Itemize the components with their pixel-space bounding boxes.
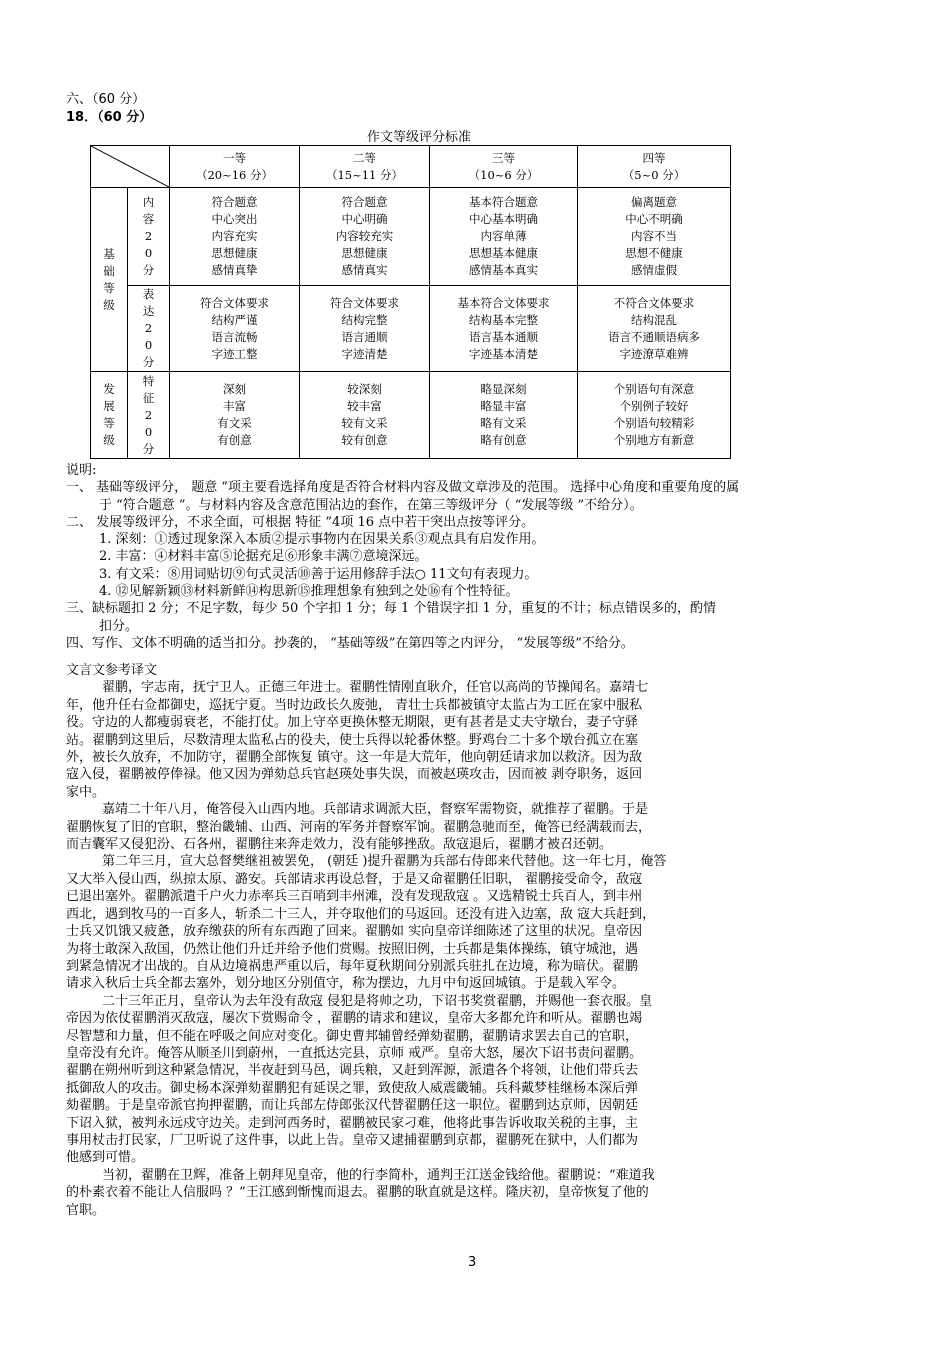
group-basic [91, 188, 128, 372]
criteria-cell: 较深刻 较丰富 较有文采 较有创意 [300, 372, 430, 459]
note-line: 4. ⑫见解新颖⑬材料新鲜⑭构思新⑮推理想象有独到之处⑯有个性特征。 [99, 584, 519, 600]
notes-title: 说明: [66, 463, 97, 478]
translation-line: 已退出塞外。翟鹏派遣千户火力赤率兵三百哨到丰州滩，没有发现敌寇 。又选精锐士兵百人，到丰州 [66, 889, 643, 905]
translation-line: 而吉囊军又侵犯汾、石各州，翟鹏往来奔走效力，没有能够挫敌。敌寇退后，翟鹏才被召还朝。 [66, 837, 613, 853]
grade-name: 一等 [223, 150, 246, 165]
grade-header [170, 146, 300, 188]
note-line: 2. 丰富：④材料丰富⑤论据充足⑥形象丰满⑦意境深远。 [99, 549, 428, 565]
note-line: 扣分。 [99, 618, 139, 634]
translation-line: 又大举入侵山西，纵掠太原、潞安。兵部请求再设总督，于是又命翟鹏任旧职， 翟鹏接受命令，敌寇 [66, 871, 643, 887]
translation-line: 官职。 [66, 1202, 106, 1218]
criteria-cell: 略显深刻 略显丰富 略有文采 略有创意 [430, 372, 578, 459]
criteria-cell: 基本符合文体要求 结构基本完整 语言基本通顺 字迹基本清楚 [430, 286, 578, 372]
criteria-cell: 个别语句有深意 个别例子较好 个别语句较精彩 个别地方有新意 [578, 372, 731, 459]
grade-range: （15~11 分） [325, 167, 404, 182]
page-number: 3 [468, 1255, 477, 1270]
group-develop [91, 372, 128, 459]
translation-line: 二十三年正月，皇帝认为去年没有敌寇 侵犯是将帅之功，下诏书奖赏翟鹏，并赐他一套衣服。皇 [102, 993, 653, 1009]
grade-header [300, 146, 430, 188]
translation-line: 士兵又饥饿又疲惫，放弃缴获的所有东西跑了回来。翟鹏如 实向皇帝详细陈述了这里的状况。皇帝因 [66, 924, 643, 940]
translation-line: 寇入侵，翟鹏被停俸禄。他又因为弹劾总兵官赵瑛处事失误，而被赵瑛攻击，因而被 剥夺职务，返回 [66, 767, 643, 783]
translation-line: 的朴素衣着不能让人信服吗 ？”王江感到惭愧而退去。翟鹏的耿直就是这样。隆庆初，皇帝恢复了他的 [66, 1185, 649, 1201]
translation-line: 抵御敌人的攻击。御史杨本深弹劾翟鹏犯有延误之罪，致使敌人威震畿辅。兵科戴梦桂继杨本深后弹 [66, 1080, 639, 1096]
grade-range: （10~6 分） [468, 167, 539, 182]
grade-header [578, 146, 731, 188]
translation-line: 请求入秋后士兵全都去塞外，划分地区分别值守，称为摆边，九月中旬返回城镇。于是载入军令。 [66, 976, 626, 992]
translation-section [66, 662, 866, 1219]
criteria-cell: 不符合文体要求 结构混乱 语言不通顺语病多 字迹潦草难辨 [578, 286, 731, 372]
translation-line: 帝因为依仗翟鹏消灭敌寇，屡次下赏赐命令 ，翟鹏的请求和建议，皇帝大多都允许和听从。翟鹏也竭 [66, 1011, 643, 1027]
translation-line: 劾翟鹏。于是皇帝派官拘押翟鹏，而让兵部左侍郎张汉代替翟鹏任这一职位。翟鹏到达京师，因朝廷 [66, 1098, 639, 1114]
row-label: 特征20分 [128, 372, 170, 459]
row-label: 表达20分 [128, 286, 170, 372]
translation-line: 事用杖击打民家，厂卫听说了这件事，以此上告。皇帝又逮捕翟鹏到京都，翟鹏死在狱中，人们都为 [66, 1132, 639, 1148]
translation-line: 皇帝没有允许。俺答从顺圣川到蔚州，一直抵达完县，京师 戒严。皇帝大怒，屡次下诏书责问翟鹏。 [66, 1045, 643, 1061]
note-line: 一、 基础等级评分， 题意 ”项主要看选择角度是否符合材料内容及做文章涉及的范围。 选择中心角度和重要角度的属 [66, 480, 740, 496]
criteria-cell: 符合题意 中心突出 内容充实 思想健康 感情真挚 [170, 188, 300, 286]
group-develop-label: 发展等级 [103, 382, 115, 447]
criteria-cell: 符合文体要求 结构严谨 语言流畅 字迹工整 [170, 286, 300, 372]
translation-line: 年，他升任右佥都御史，巡抚宁夏。当时边政长久废弛， 青壮士兵都被镇守太监占为工匠在家中服私 [66, 697, 643, 713]
translation-line: 下诏入狱，被判永远戍守边关。走到河西务时，翟鹏被民家刁难，他将此事告诉收取关税的主事，主 [66, 1115, 639, 1131]
note-line: 1. 深刻：①透过现象深入本质②提示事物内在因果关系③观点具有启发作用。 [99, 532, 545, 548]
note-line: 三、缺标题扣 2 分；不足字数，每少 50 个字扣 1 分；每 1 个错误字扣 1 分，重复的不计；标点错误多的，酌情 [66, 601, 716, 617]
table-title: 作文等级评分标准 [367, 130, 472, 145]
translation-line: 家中。 [66, 784, 106, 800]
criteria-cell: 基本符合题意 中心基本明确 内容单薄 思想基本健康 感情基本真实 [430, 188, 578, 286]
translation-line: 役。守边的人都瘦弱衰老，不能打仗。加上守卒更换休整无期限，更有甚者是丈夫守墩台，妻子守驿 [66, 715, 639, 731]
translation-title: 文言文参考译文 [66, 663, 158, 678]
note-line: 3. 有文采：⑧用词贴切⑨句式灵活⑩善于运用修辞手法○ 11文句有表现力。 [99, 566, 538, 582]
scoring-table [90, 145, 731, 459]
grade-name: 二等 [353, 150, 376, 165]
grade-range: （5~0 分） [622, 167, 686, 182]
translation-line: 嘉靖二十年八月，俺答侵入山西内地。兵部请求调派大臣，督察军需物资，就推荐了翟鹏。于是 [102, 802, 649, 818]
note-line: 四、写作、文体不明确的适当扣分。抄袭的， “基础等级”在第四等之内评分， “发展等级”不给分。 [66, 635, 634, 651]
translation-line: 西北，遇到牧马的一百多人，斩杀二十三人，并夺取他们的马返回。还没有进入边塞，敌 寇大兵赶到， [66, 906, 656, 922]
note-line: 于 “符合题意 ”。与材料内容及含意范围沾边的套作，在第三等级评分（ “发展等级 ”不给分）。 [99, 497, 643, 513]
criteria-cell: 符合文体要求 结构完整 语言通顺 字迹清楚 [300, 286, 430, 372]
translation-line: 他感到可惜。 [66, 1150, 145, 1166]
translation-line: 当初，翟鹏在卫辉，准备上朝拜见皇帝，他的行李简朴，通判王江送金钱给他。翟鹏说：“难道我 [102, 1167, 655, 1183]
criteria-cell: 深刻 丰富 有文采 有创意 [170, 372, 300, 459]
translation-line: 翟鹏在朔州听到这种紧急情况，半夜赶到马邑，调兵粮，又赶到浑源，派遣各个将领，让他们带兵去 [66, 1063, 639, 1079]
question-heading: 18．（60 分） [66, 110, 153, 125]
diagonal-header-cell [91, 146, 170, 188]
note-line: 二、 发展等级评分，不求全面，可根据 特征 ”4项 16 点中若干突出点按等评分。 [66, 514, 535, 530]
translation-line: 站。翟鹏到这里后，尽数清理太监私占的役夫，使士兵得以轮番休整。野鸡台二十多个墩台孤立在塞 [66, 732, 639, 748]
group-basic-label: 基础等级 [103, 246, 115, 312]
translation-line: 翟鹏，字志南，抚宁卫人。正德三年进士。翟鹏性情刚直耿介，任官以高尚的节操闻名。嘉靖七 [102, 680, 649, 696]
translation-line: 尽智慧和力量，但不能在呼吸之间应对变化。御史曹邦辅曾经弹劾翟鹏，翟鹏请求罢去自己的官职， [66, 1028, 639, 1044]
translation-line: 翟鹏恢复了旧的官职，整治畿辅、山西、河南的军务并督察军饷。翟鹏急驰而至，俺答已经满载而去， [66, 819, 652, 835]
grade-name: 三等 [492, 150, 515, 165]
translation-line: 外，被长久放弃，不加防守，翟鹏全部恢复 镇守。这一年是大荒年，他向朝廷请求加以救济。因为敌 [66, 750, 643, 766]
row-label: 内容20分 [128, 188, 170, 286]
translation-line: 到紧急情况才出战的。自从边境祸患严重以后，每年夏秋期间分别派兵驻扎在边境，称为暗伏。翟鹏 [66, 958, 639, 974]
grade-header [430, 146, 578, 188]
grade-name: 四等 [642, 150, 666, 165]
scoring-notes [66, 462, 886, 652]
translation-line: 第二年三月，宣大总督樊继祖被罢免， (朝廷 )提升翟鹏为兵部右侍郎来代替他。这一年七月，俺答 [102, 854, 667, 870]
criteria-cell: 符合题意 中心明确 内容较充实 思想健康 感情真实 [300, 188, 430, 286]
grade-range: （20~16 分） [195, 167, 274, 182]
translation-line: 为将士敢深入敌国，仍然让他们升迁并给予他们赏赐。按照旧例，士兵都是集体操练，镇守城池，遇 [66, 941, 639, 957]
section-heading: 六、（60 分） [66, 92, 146, 107]
criteria-cell: 偏离题意 中心不明确 内容不当 思想不健康 感情虚假 [578, 188, 731, 286]
